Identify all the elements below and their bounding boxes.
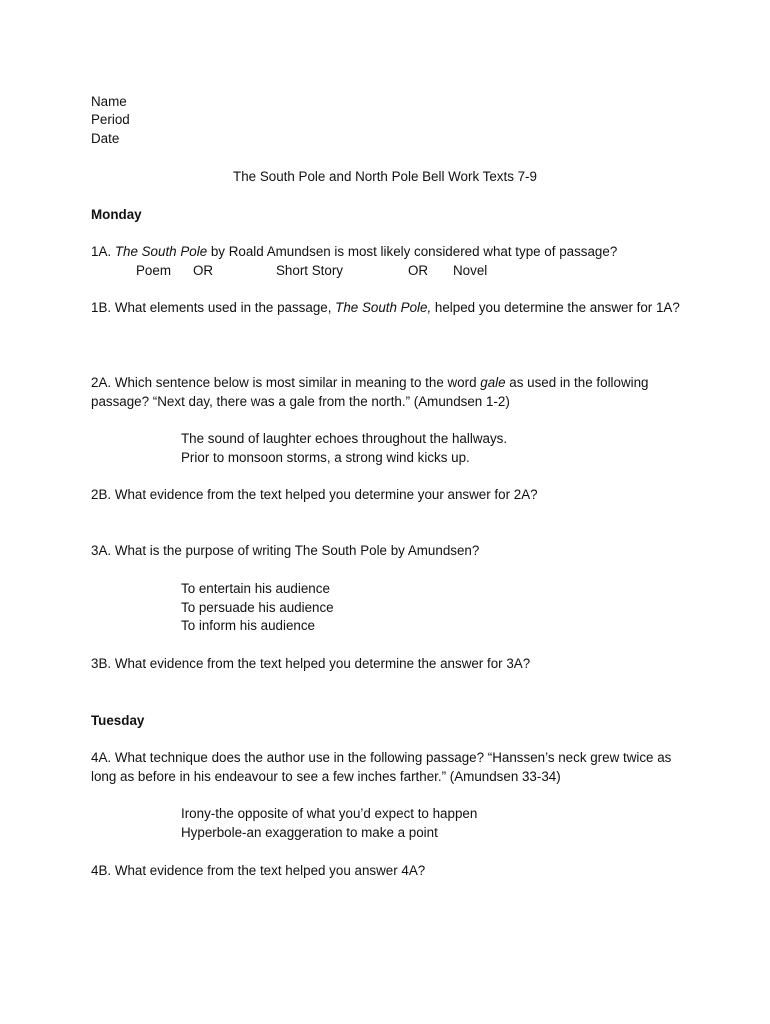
section-heading-tuesday: Tuesday (91, 713, 145, 728)
question-3b: 3B. What evidence from the text helped you determine the answer for 3A? (91, 656, 531, 671)
option-4a-1: Irony-the opposite of what you’d expect to happen (181, 806, 478, 821)
question-2a-prefix: 2A. Which sentence below is most similar in meaning to the word (91, 375, 481, 390)
question-2a-text: as used in the following passage? “Next day, there was a gale from the north.” (Amundsen 1-2) (91, 375, 649, 409)
option-or-1: OR (193, 263, 214, 278)
question-1a (91, 243, 617, 261)
question-1b (91, 299, 681, 318)
option-short-story: Short Story (276, 263, 343, 278)
question-2a (91, 374, 681, 411)
date-label: Date (91, 131, 120, 146)
question-3a: 3A. What is the purpose of writing The South Pole by Amundsen? (91, 543, 480, 558)
option-3a-2: To persuade his audience (181, 600, 334, 615)
question-4a: 4A. What technique does the author use in the following passage? “Hanssen’s neck grew twice as long as before in his endeavour to see a few inches farther.” (Amundsen 33-34) (91, 750, 672, 784)
option-poem: Poem (136, 263, 171, 278)
question-1b-prefix: 1B. What elements used in the passage, (91, 300, 336, 315)
question-1a-text: by Roald Amundsen is most likely considered what type of passage? (207, 244, 618, 259)
option-3a-1: To entertain his audience (181, 581, 330, 596)
option-3a-3: To inform his audience (181, 618, 315, 633)
option-or-2: OR (408, 263, 429, 278)
page-title: The South Pole and North Pole Bell Work Texts 7-9 (233, 169, 537, 184)
question-2b: 2B. What evidence from the text helped you determine your answer for 2A? (91, 487, 538, 502)
name-label: Name (91, 94, 127, 109)
period-label: Period (91, 112, 130, 127)
option-4a-2: Hyperbole-an exaggeration to make a point (181, 825, 438, 840)
question-2a-word: gale (480, 375, 506, 390)
question-1a-title: The South Pole (114, 244, 208, 259)
option-2a-2: Prior to monsoon storms, a strong wind kicks up. (181, 450, 470, 465)
question-4b: 4B. What evidence from the text helped you answer 4A? (91, 863, 426, 878)
section-heading-monday: Monday (91, 207, 142, 222)
question-1b-text: helped you determine the answer for 1A? (431, 300, 680, 315)
option-2a-1: The sound of laughter echoes throughout the hallways. (181, 431, 508, 446)
question-1a-prefix: 1A. (91, 244, 115, 259)
option-novel: Novel (453, 263, 488, 278)
question-1b-title: The South Pole, (335, 300, 432, 315)
